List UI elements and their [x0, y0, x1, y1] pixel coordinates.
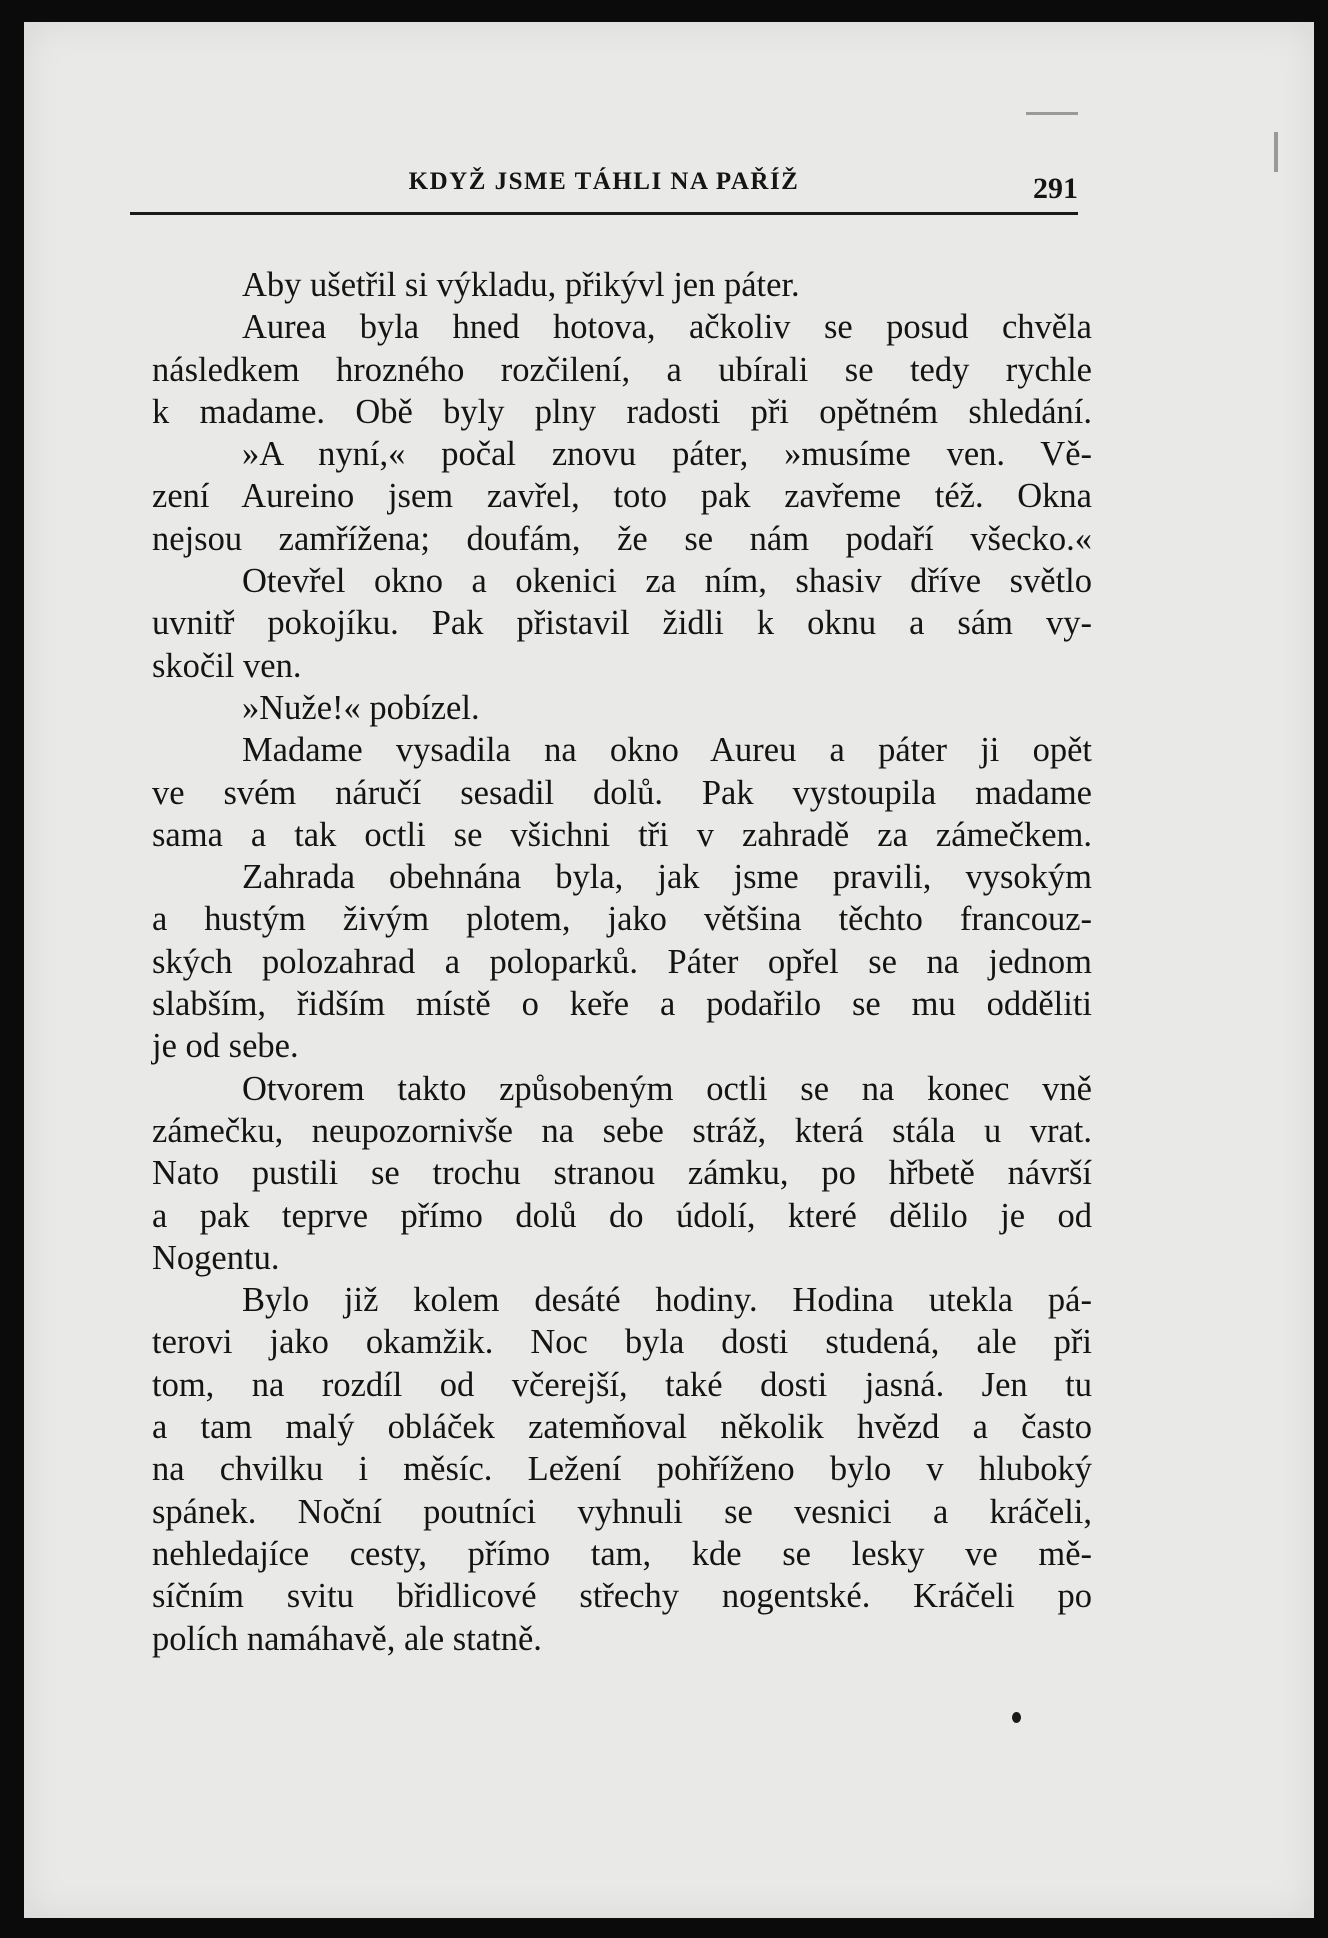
text-line: Aurea byla hned hotova, ačkoliv se posud chvěla [242, 308, 1092, 347]
text-line: »Nuže!« pobízel. [242, 688, 480, 727]
text-line: k madame. Obě byly plny radosti při opětném shledání. [152, 392, 1092, 431]
text-line: skočil ven. [152, 646, 302, 685]
page-header [130, 168, 1078, 212]
text-line: síčním svitu břidlicové střechy nogentské. Kráčeli po [152, 1577, 1092, 1616]
scan-artifact [1026, 112, 1078, 115]
text-line: je od sebe. [152, 1027, 299, 1066]
text-line: slabším, řidším místě o keře a podařilo se mu odděliti [152, 985, 1092, 1024]
text-line: zení Aureino jsem zavřel, toto pak zavřeme též. Okna [152, 477, 1092, 516]
text-line: Zahrada obehnána byla, jak jsme pravili, vysokým [242, 858, 1092, 897]
text-line: Madame vysadila na okno Aureu a páter ji opět [242, 731, 1092, 770]
text-line: následkem hrozného rozčilení, a ubírali se tedy rychle [152, 350, 1092, 389]
text-line: ských polozahrad a poloparků. Páter opřel se na jednom [152, 942, 1092, 981]
header-rule [130, 212, 1078, 215]
body-text [152, 264, 1092, 1660]
text-line: nejsou zamřížena; doufám, že se nám podaří všecko.« [152, 519, 1092, 558]
text-line: spánek. Noční poutníci vyhnuli se vesnici a kráčeli, [152, 1492, 1092, 1531]
text-line: a tam malý obláček zatemňoval několik hvězd a často [152, 1408, 1092, 1447]
text-line: a pak teprve přímo dolů do údolí, které dělilo je od [152, 1196, 1092, 1235]
text-line: a hustým živým plotem, jako většina těchto francouz- [152, 900, 1092, 939]
text-line: Nato pustili se trochu stranou zámku, po hřbetě návrší [152, 1154, 1092, 1193]
text-line: Bylo již kolem desáté hodiny. Hodina utekla pá- [242, 1281, 1092, 1320]
text-line: Otvorem takto způsobeným octli se na konec vně [242, 1069, 1092, 1108]
text-line: uvnitř pokojíku. Pak přistavil židli k oknu a sám vy- [152, 604, 1092, 643]
text-line: ve svém náručí sesadil dolů. Pak vystoupila madame [152, 773, 1092, 812]
text-line: »A nyní,« počal znovu páter, »musíme ven. Vě- [242, 435, 1092, 474]
text-line: polích namáhavě, ale statně. [152, 1619, 542, 1658]
text-line: tom, na rozdíl od včerejší, také dosti jasná. Jen tu [152, 1365, 1092, 1404]
page-number: 291 [1033, 172, 1078, 205]
text-line: Nogentu. [152, 1238, 280, 1277]
text-line: sama a tak octli se všichni tři v zahradě za zámečkem. [152, 815, 1092, 854]
running-title: KDYŽ JSME TÁHLI NA PAŘÍŽ [408, 168, 800, 195]
text-line: na chvilku i měsíc. Ležení pohříženo bylo v hluboký [152, 1450, 1092, 1489]
text-line: terovi jako okamžik. Noc byla dosti studená, ale při [152, 1323, 1092, 1362]
text-line: zámečku, neupozornivše na sebe stráž, která stála u vrat. [152, 1111, 1092, 1150]
scan-artifact [1274, 132, 1278, 172]
printer-mark [1012, 1712, 1021, 1723]
text-line: Otevřel okno a okenici za ním, shasiv dříve světlo [242, 562, 1092, 601]
text-line: nehledajíce cesty, přímo tam, kde se lesky ve mě- [152, 1534, 1092, 1573]
text-line: Aby ušetřil si výkladu, přikývl jen páter. [242, 266, 800, 304]
